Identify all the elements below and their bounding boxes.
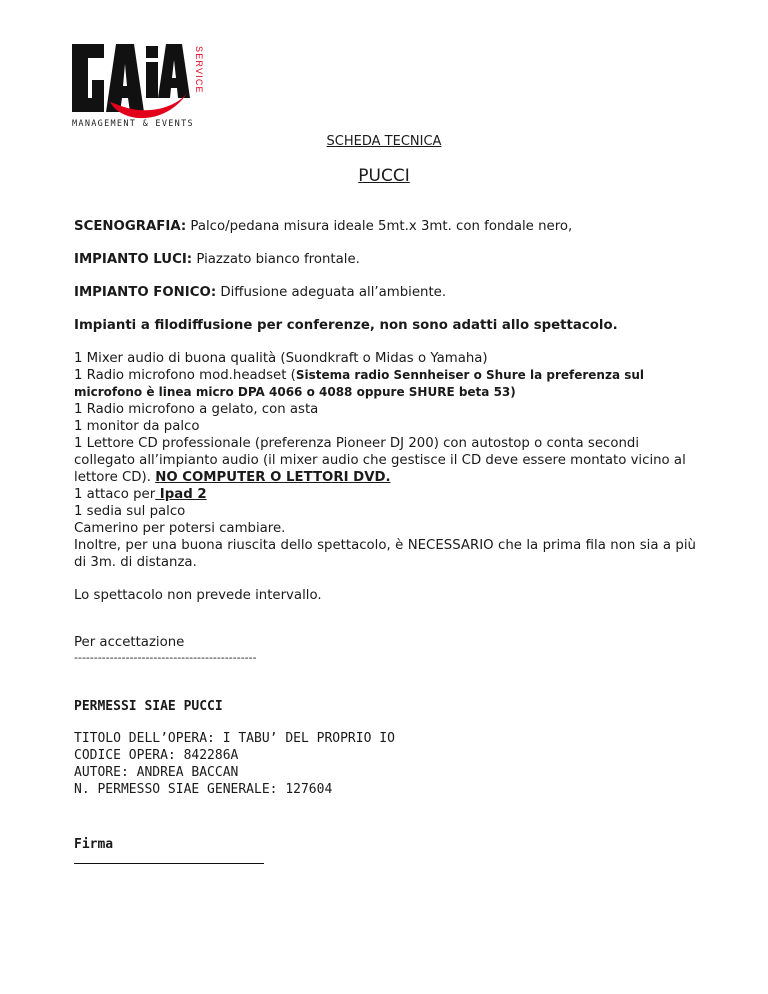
signature-label: Firma (74, 837, 114, 852)
logo-letter-a2 (158, 44, 190, 98)
luci-label: IMPIANTO LUCI: (74, 252, 193, 267)
logo-service-text: SERVICE (194, 46, 204, 94)
interval-note: Lo spettacolo non prevede intervallo. (74, 588, 322, 603)
acceptance-line: ---------------------------------------------- (74, 651, 257, 664)
acceptance-label: Per accettazione (74, 635, 185, 650)
warning-line: Impianti a filodiffusione per conferenze, non sono adatti allo spettacolo. (74, 318, 618, 333)
siae-opera: TITOLO DELL’OPERA: I TABU’ DEL PROPRIO IO (74, 731, 395, 746)
headset-detail: Sistema radio Sennheiser o Shure la preferenza sul microfono è linea micro DPA 4066 o 4088 oppure SHURE beta 53) (74, 368, 645, 399)
scenografia-text: Palco/pedana misura ideale 5mt.x 3mt. con fondale nero, (186, 219, 573, 234)
equip-handheld: 1 Radio microfono a gelato, con asta (74, 402, 319, 417)
fonico-line (74, 284, 696, 301)
logo-letter-a (106, 44, 144, 112)
doc-type-text: SCHEDA TECNICA (326, 134, 442, 149)
logo-letter-i-dot (146, 46, 158, 58)
cd-text: 1 Lettore CD professionale (preferenza Pioneer DJ 200) con autostop o conta secondi collegato all’impianto audio (il mixer audio che gestisce il CD deve essere montato vicino al lettore CD). (74, 436, 686, 485)
show-name-heading (0, 166, 768, 186)
signature-line[interactable] (74, 863, 264, 864)
luci-text: Piazzato bianco frontale. (192, 252, 360, 267)
scenografia-line (74, 218, 696, 235)
logo-letter-i (146, 62, 158, 98)
equip-distance: Inoltre, per una buona riuscita dello spettacolo, è NECESSARIO che la prima fila non sia a più di 3m. di distanza. (74, 538, 696, 570)
equip-chair: 1 sedia sul palco (74, 504, 186, 519)
scenografia-label: SCENOGRAFIA: (74, 219, 187, 234)
siae-permesso: N. PERMESSO SIAE GENERALE: 127604 (74, 782, 333, 797)
headset-text: 1 Radio microfono mod.headset ( (74, 368, 296, 383)
equip-ipad (74, 486, 696, 503)
equip-monitor: 1 monitor da palco (74, 419, 200, 434)
siae-autore: AUTORE: ANDREA BACCAN (74, 765, 239, 780)
show-name-text: PUCCI (358, 166, 410, 186)
ipad-text: 1 attaco per (74, 487, 156, 502)
logo-letter-g (72, 44, 104, 112)
document-body (74, 218, 696, 864)
equip-dressing: Camerino per potersi cambiare. (74, 521, 286, 536)
cd-note: NO COMPUTER O LETTORI DVD. (155, 470, 391, 485)
doc-type-heading (0, 130, 768, 149)
ipad-model: Ipad 2 (155, 487, 207, 502)
fonico-label: IMPIANTO FONICO: (74, 285, 217, 300)
equip-mixer: 1 Mixer audio di buona qualità (Suondkraft o Midas o Yamaha) (74, 351, 488, 366)
fonico-text: Diffusione adeguata all’ambiente. (216, 285, 447, 300)
equip-cd (74, 435, 696, 486)
siae-title: PERMESSI SIAE PUCCI (74, 699, 223, 714)
luci-line (74, 251, 696, 268)
siae-codice: CODICE OPERA: 842286A (74, 748, 239, 763)
equip-headset (74, 367, 696, 401)
logo-tagline: MANAGEMENT & EVENTS (72, 119, 194, 129)
